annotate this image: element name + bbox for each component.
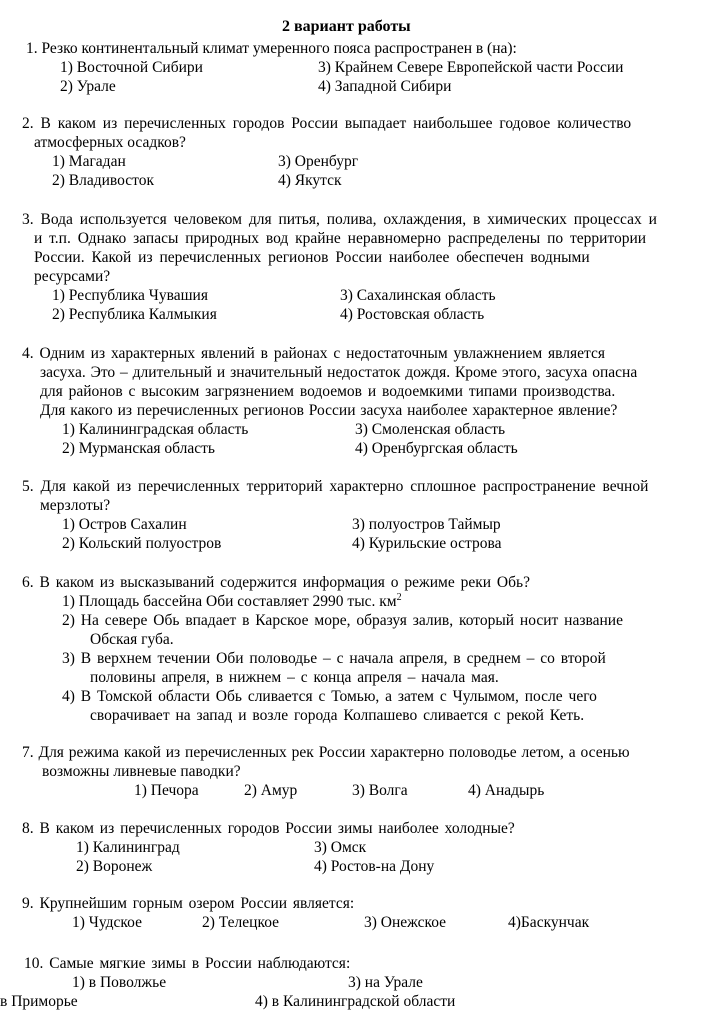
question-10-option-1: 1) в Поволжье [72,974,167,991]
question-3-option-1: 1) Республика Чувашия [52,287,208,304]
question-8-option-3: 3) Омск [314,839,367,856]
question-6-option-1 [62,594,402,610]
question-4-option-4: 4) Оренбургская область [355,440,518,457]
question-8-option-4: 4) Ростов-на Дону [314,858,435,875]
question-7-option-2: 2) Амур [244,782,298,799]
question-4-stem-line-4: Для какого из перечисленных регионов России засуха наиболее характерное явление? [40,402,618,419]
question-6-option-2-line-1: 2) На севере Обь впадает в Карское море, образуя залив, который носит название [62,612,623,629]
question-3-option-3: 3) Сахалинская область [340,287,496,304]
question-7-option-1: 1) Печора [134,782,199,799]
question-1-option-1: 1) Восточной Сибири [60,59,203,76]
question-7-option-4: 4) Анадырь [468,782,545,799]
question-7-option-3: 3) Волга [352,782,408,799]
question-8-option-2: 2) Воронеж [76,858,153,875]
question-10-option-4: 4) в Калининградской области [255,993,456,1010]
question-6-option-1-text: 1) Площадь бассейна Оби составляет 2990 тыс. км [62,593,397,610]
question-5-stem-line-1: 5. Для какой из перечисленных территорий характерно сплошное распространение вечной [22,478,649,495]
question-5-option-1: 1) Остров Сахалин [62,516,187,533]
question-2-stem-line-1: 2. В каком из перечисленных городов России выпадает наибольшее годовое количество [22,115,632,132]
question-1-option-4: 4) Западной Сибири [318,78,452,95]
question-10-stem-line-1: 10. Самые мягкие зимы в России наблюдаются: [24,955,351,972]
question-3-stem-line-2: и т.п. Однако запасы природных вод крайне неравномерно распределены по территории [34,230,647,247]
question-6-option-3-line-1: 3) В верхнем течении Оби половодье – с начала апреля, в среднем – со второй [62,650,606,667]
question-9-option-2: 2) Телецкое [202,914,280,931]
question-4-stem-line-1: 4. Одним из характерных явлений в районах с недостаточным увлажнением является [22,345,605,362]
question-2-stem-line-2: атмосферных осадков? [34,134,186,151]
question-5-option-2: 2) Кольский полуостров [62,535,222,552]
question-8-stem-line-1: 8. В каком из перечисленных городов России зимы наиболее холодные? [22,820,515,837]
question-2-option-1: 1) Магадан [52,153,126,170]
question-4-stem-line-2: засуха. Это – длительный и значительный недостаток дождя. Кроме этого, засуха опасна [40,364,638,381]
question-7-stem-line-2: возможны ливневые паводки? [42,763,241,780]
question-1-stem-line-1: 1. Резко континентальный климат умеренного пояса распространен в (на): [26,40,517,57]
square-exponent: 2 [396,592,402,603]
question-2-option-3: 3) Оренбург [278,153,359,170]
question-4-stem-line-3: для районов с высоким загрязнением водоемов и водоемкими типами производства. [40,383,616,400]
question-3-stem-line-3: России. Какой из перечисленных регионов России наиболее обеспечен водными [34,249,590,266]
question-3-stem-line-4: ресурсами? [34,268,111,285]
question-2-option-4: 4) Якутск [278,172,342,189]
question-5-stem-line-2: мерзлоты? [40,497,111,514]
question-6-stem-line-1: 6. В каком из высказываний содержится информация о режиме реки Обь? [22,574,530,591]
question-9-option-1: 1) Чудское [72,914,142,931]
question-10-option-3: 3) на Урале [348,974,423,991]
question-9-option-4: 4)Баскунчак [508,914,590,931]
question-8-option-1: 1) Калининград [76,839,180,856]
question-5-option-3: 3) полуостров Таймыр [352,516,501,533]
question-6-option-4-line-2: сворачивает на запад и возле города Колпашево сливается с рекой Кеть. [90,707,585,724]
question-3-stem-line-1: 3. Вода используется человеком для питья, полива, охлаждения, в химических процессах и [22,211,657,228]
question-6-option-3-line-2: половины апреля, в нижнем – с конца апреля – начала мая. [90,669,499,686]
question-7-stem-line-1: 7. Для режима какой из перечисленных рек России характерно половодье летом, а осенью [22,744,630,761]
question-5-option-4: 4) Курильские острова [352,535,502,552]
question-3-option-4: 4) Ростовская область [340,306,485,323]
question-4-option-1: 1) Калининградская область [62,421,249,438]
question-6-option-4-line-1: 4) В Томской области Обь сливается с Томью, а затем с Чулымом, после чего [62,688,597,705]
question-4-option-3: 3) Смоленская область [355,421,506,438]
question-6-option-2-line-2: Обская губа. [90,631,174,648]
question-1-option-3: 3) Крайнем Севере Европейской части России [318,59,624,76]
question-3-option-2: 2) Республика Калмыкия [52,306,217,323]
question-4-option-2: 2) Мурманская область [62,440,215,457]
question-2-option-2: 2) Владивосток [52,172,154,189]
worksheet-title: 2 вариант работы [282,18,411,35]
question-9-option-3: 3) Онежское [364,914,447,931]
question-9-stem-line-1: 9. Крупнейшим горным озером России является: [22,895,355,912]
question-10-option-2: в Приморье [0,993,78,1010]
question-1-option-2: 2) Урале [60,78,116,95]
